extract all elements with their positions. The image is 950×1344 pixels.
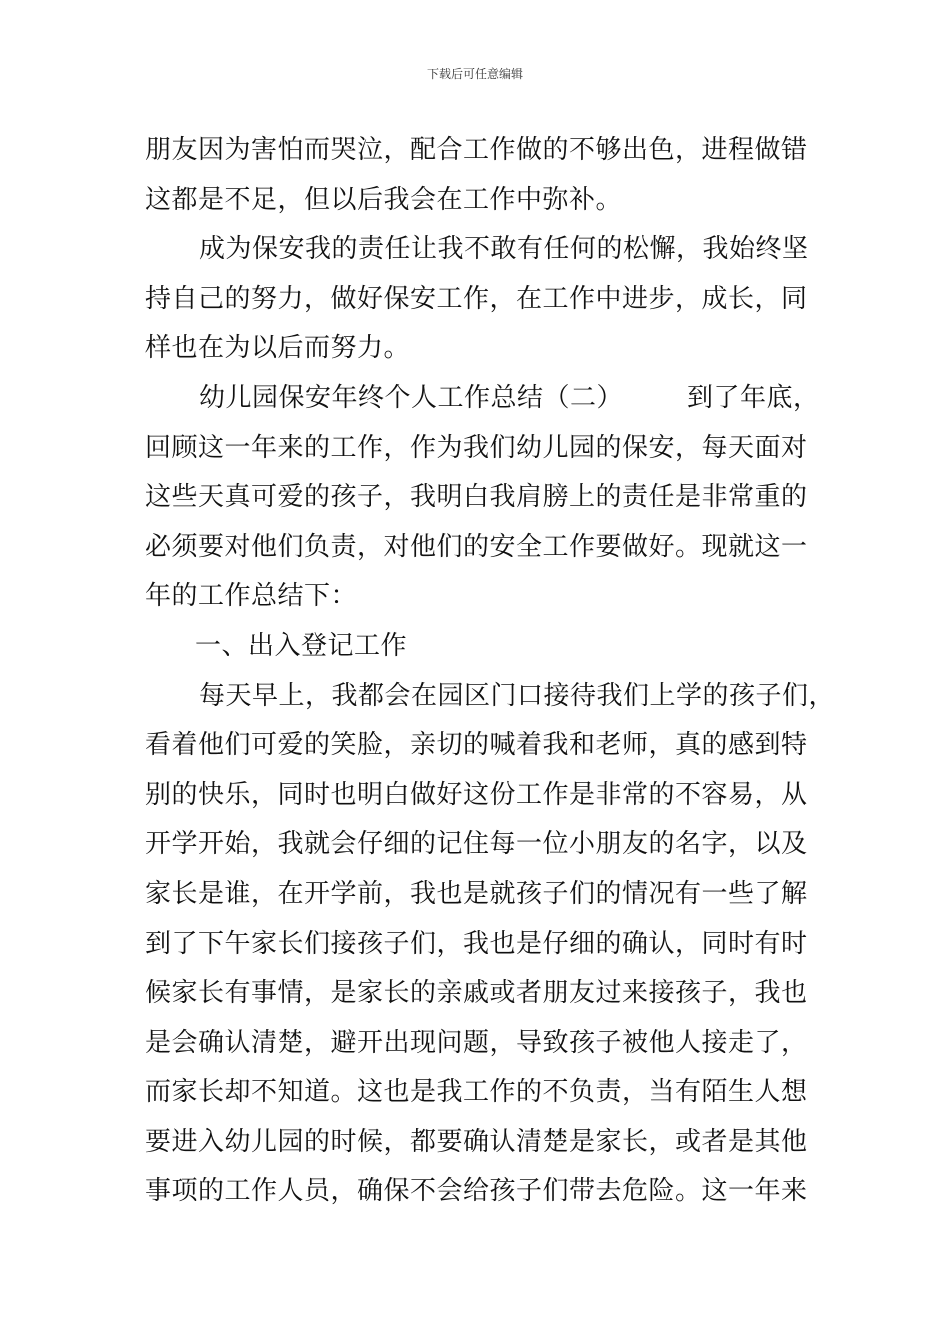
text-line: 必须要对他们负责，对他们的安全工作要做好。现就这一: [145, 531, 808, 562]
text-line: 要进入幼儿园的时候，都要确认清楚是家长，或者是其他: [145, 1126, 808, 1157]
text-line: 家长是谁，在开学前，我也是就孩子们的情况有一些了解: [145, 878, 808, 909]
section-title: 幼儿园保安年终个人工作总结（二）: [199, 382, 624, 413]
text-line: 年的工作总结下：: [145, 581, 358, 612]
text-line: 是会确认清楚，避开出现问题，导致孩子被他人接走了，: [145, 1027, 808, 1058]
text-line: 而家长却不知道。这也是我工作的不负责，当有陌生人想: [145, 1077, 808, 1108]
text-line: 这些天真可爱的孩子，我明白我肩膀上的责任是非常重的: [145, 482, 808, 513]
text-line: 到了下午家长们接孩子们，我也是仔细的确认，同时有时: [145, 928, 808, 959]
section-title-line: [145, 374, 825, 424]
text-line: 看着他们可爱的笑脸，亲切的喊着我和老师，真的感到特: [145, 730, 808, 761]
paragraph-first-line: 每天早上，我都会在园区门口接待我们上学的孩子们，: [199, 680, 836, 711]
text-line: 别的快乐，同时也明白做好这份工作是非常的不容易，从: [145, 779, 808, 810]
subsection-heading: 一、出入登记工作: [195, 630, 408, 661]
text-line: 事项的工作人员，确保不会给孩子们带去危险。这一年来: [145, 1176, 808, 1207]
text-line: 持自己的努力，做好保安工作，在工作中进步，成长，同: [145, 283, 808, 314]
text-line: 朋友因为害怕而哭泣，配合工作做的不够出色，进程做错: [145, 135, 808, 165]
text-line: 候家长有事情，是家长的亲戚或者朋友过来接孩子，我也: [145, 978, 808, 1009]
page-header-note: 下载后可任意编辑: [426, 67, 523, 81]
document-body: [145, 126, 836, 1217]
paragraph-start-text: 到了年底，: [687, 382, 820, 413]
text-line: 开学开始，我就会仔细的记住每一位小朋友的名字，以及: [145, 829, 808, 860]
text-line: 回顾这一年来的工作，作为我们幼儿园的保安，每天面对: [145, 432, 808, 463]
text-line: 样也在为以后而努力。: [145, 333, 411, 364]
text-line: 这都是不足，但以后我会在工作中弥补。: [145, 184, 623, 215]
paragraph-first-line: 成为保安我的责任让我不敢有任何的松懈，我始终坚: [199, 234, 809, 265]
